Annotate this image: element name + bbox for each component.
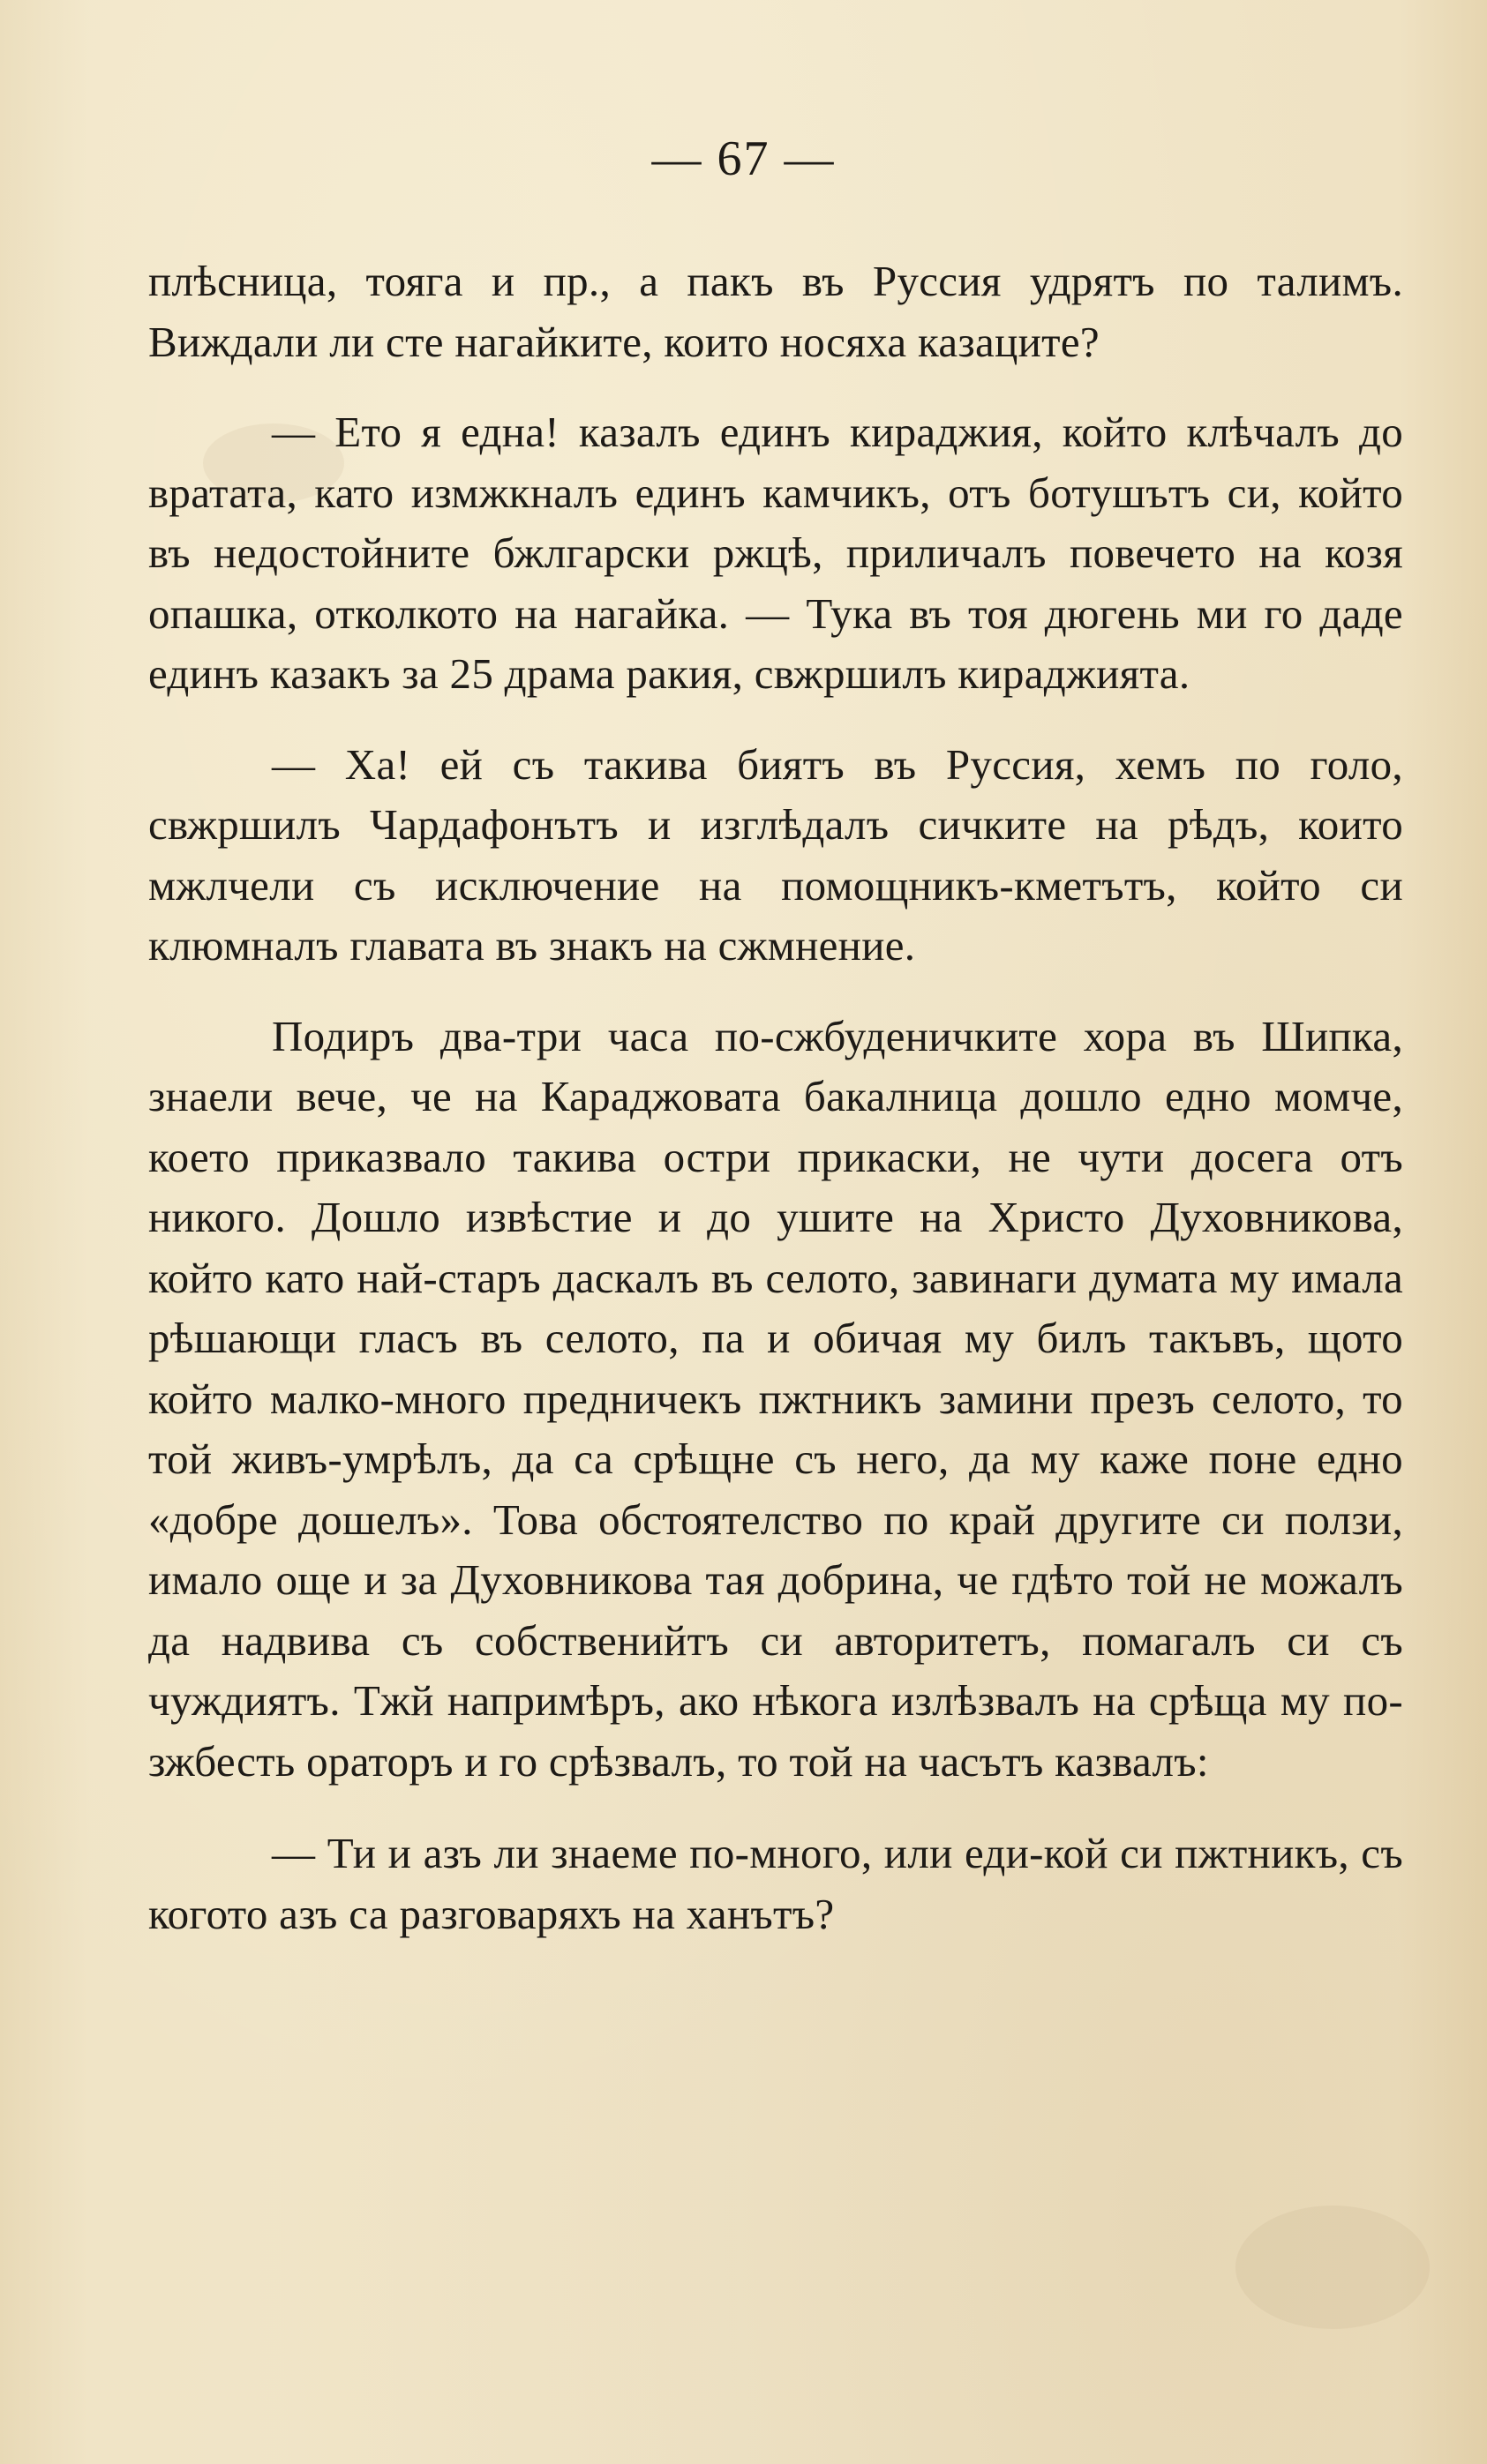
paragraph-4: Подиръ два-три часа по-сжбуденичките хора въ Шипка, знаели вече, че на Караджовата бакалница дошло едно момче, което приказвало такива остри прикаски, не чути досега отъ никого. Дошло извѣстие и до ушите на Христо Духовникова, който като най-старъ даскалъ въ селото, завинаги думата му имала рѣшающи гласъ въ селото, па и обичая му билъ такъвъ, щото който малко-много предничекъ пжтникъ замини презъ селото, то той живъ-умрѣлъ, да са срѣщне съ него, да му каже поне едно «добре дошелъ». Това обстоятелство по край другите си ползи, имало още и за Духовникова тая добрина, че гдѣто той не можалъ да надвива съ собственийтъ си авторитетъ, помагалъ си съ чуждиятъ. Тжй напримѣръ, ако нѣкога излѣзвалъ на срѣща му по-зжбесть ораторъ и го срѣзвалъ, то той на часътъ казвалъ:	[148, 1011, 1403, 1786]
paper-stain	[1235, 2206, 1430, 2329]
paragraph-3: — Ха! ей съ такива биятъ въ Руссия, хемъ по голо, свжршилъ Чардафонътъ и изглѣдалъ сичките на рѣдъ, които мжлчели съ исключение на помощникъ-кметътъ, който си клюмналъ главата въ знакъ на сжмнение.	[148, 739, 1403, 970]
paragraph-2: — Ето я една! казалъ единъ кираджия, който клѣчалъ до вратата, като измжкналъ единъ камчикъ, отъ ботушътъ си, който въ недостойните бжлгарски ржцѣ, приличалъ повечето на козя опашка, отколкото на нагайка. — Тука въ тоя дюгень ми го даде единъ казакъ за 25 драма ракия, свжршилъ кираджията.	[148, 408, 1403, 698]
body-text	[148, 251, 1403, 1944]
paragraph-5: — Ти и азъ ли знаеме по-много, или еди-кой си пжтникъ, съ когото азъ са разговаряхъ на ханътъ?	[148, 1829, 1403, 1938]
page-number: — 67 —	[651, 131, 836, 186]
paragraph-1: плѣсница, тояга и пр., а пакъ въ Руссия удрятъ по талимъ. Виждали ли сте нагайките, които носяха казаците?	[148, 257, 1403, 366]
